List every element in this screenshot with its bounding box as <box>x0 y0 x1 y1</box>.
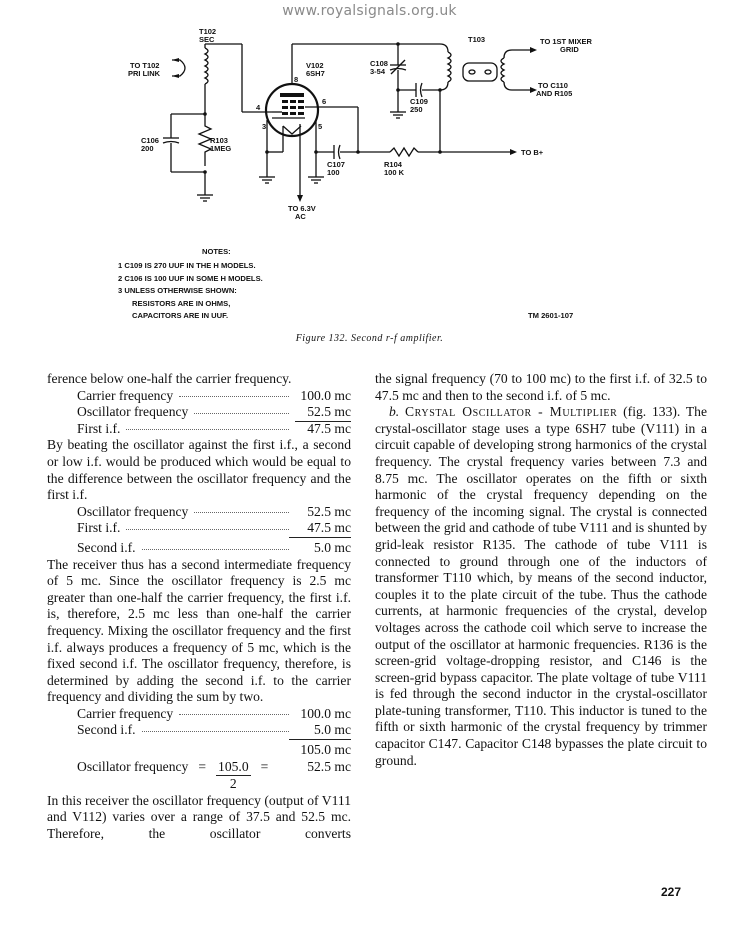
label-grid: GRID <box>560 45 579 54</box>
t102-secondary-coil <box>205 48 208 84</box>
paragraph: ference below one-half the carrier frequency. <box>47 371 292 386</box>
label-r103: R103 <box>210 136 228 145</box>
right-column <box>375 371 707 769</box>
table-row: Second i.f. 5.0 mc <box>77 722 351 738</box>
table-row: Oscillator frequency 52.5 mc <box>47 404 351 421</box>
section-ref: (fig. 133). <box>623 404 681 420</box>
table-row: First i.f. 47.5 mc <box>77 520 351 536</box>
schematic-notes <box>118 246 263 322</box>
label-c106-value: 200 <box>141 144 154 153</box>
label-pri-link: PRI LINK <box>128 69 161 78</box>
section-paragraph <box>375 404 707 769</box>
ground-symbol-3 <box>308 177 324 183</box>
label-c109-value: 250 <box>410 105 423 114</box>
label-c109: C109 <box>410 97 428 106</box>
table-row: First i.f. 47.5 mc <box>77 420 351 436</box>
label-pin-6: 6 <box>322 97 327 106</box>
note-2: 2 C106 IS 100 UUF IN SOME H MODELS. <box>118 273 263 283</box>
figure-caption: Figure 132. Second r-f amplifier. <box>295 333 444 344</box>
paragraph: By beating the oscillator against the first i.f., a second or low i.f. would be produced which would be equal to the difference between the oscillator frequency and the first i.f. <box>47 437 351 503</box>
label-c108: C108 <box>370 59 388 68</box>
ground-symbol-2 <box>259 177 275 183</box>
page-number: 227 <box>661 885 682 899</box>
paragraph: the signal frequency (70 to 100 mc) to the first i.f. of 32.5 to 47.5 mc and then to the second i.f. of 5 mc. <box>375 371 707 403</box>
label-v102: V102 <box>306 61 324 70</box>
formula-row: Oscillator frequency = $\frac{105.0}{2}$ = 52.5 mc <box>77 758 351 792</box>
label-to-b-plus: TO B+ <box>521 148 544 157</box>
notes-title: NOTES: <box>202 247 231 256</box>
label-and-r105: AND R105 <box>536 89 573 98</box>
note-1: 1 C109 IS 270 UUF IN THE H MODELS. <box>118 261 256 271</box>
label-c108-value: 3-54 <box>370 67 386 76</box>
note-3-capacitors: CAPACITORS ARE IN UUF. <box>132 311 229 321</box>
table-row: Second i.f. 5.0 mc <box>77 539 351 555</box>
section-letter: b. <box>389 404 400 420</box>
label-r104: R104 <box>384 160 402 169</box>
label-c106: C106 <box>141 136 159 145</box>
fraction: $\frac{105.0}{2}$ <box>218 758 249 792</box>
label-to-mixer: TO 1ST MIXER <box>540 37 592 46</box>
paragraph: The receiver thus has a second intermediate frequency of 5 mc. Since the oscillator frequency is 2.5 mc greater than one-half the carrier frequency, the first i.f. is, therefore, 2.5 mc less than one-half the carrier frequency. Mixing the oscillator frequency and the first i.f. always produces a frequency of 5 mc, which is the fixed second i.f. The oscillator frequency, therefore, is determined by adding the second i.f. to the carrier frequency and dividing the sum by two. <box>47 556 351 705</box>
table-row: Carrier frequency 100.0 mc <box>77 387 351 403</box>
label-ac: AC <box>295 212 306 221</box>
label-r104-value: 100 K <box>384 168 405 177</box>
label-pin-4: 4 <box>256 103 261 112</box>
label-pin-3: 3 <box>262 122 267 131</box>
note-3: 3 UNLESS OTHERWISE SHOWN: <box>118 286 237 296</box>
table-row: Oscillator frequency 52.5 mc <box>77 503 351 519</box>
label-c107: C107 <box>327 160 345 169</box>
section-body: The crystal-oscillator stage uses a type 6SH7 tube (V111) in a circuit capable of developing strong harmonics of the crystal frequency. The crystal frequency varies between 7.3 and 8.75 mc. The oscillator operates on the fifth or sixth harmonic of the crystal frequency depending on the frequency of the incoming signal. The crystal is connected between the grid and cathode of tube V111 and is shunted by grid-leak resistor R135. The cathode of tube V111 is connected to ground through one of the inductors of transformer T110 which, by means of the second inductor, couples it to the plate circuit of the tube. Thus the cathode currents, at harmonic frequencies of the crystal, develop voltages across the cathode coil which serve to increase the output of the oscillator at harmonic frequencies. R136 is the screen-grid voltage-dropping resistor, and C146 is the screen-grid bypass capacitor. The plate voltage of tube V111 is fed through the second inductor in the crystal-oscillator plate-tuning transformer, T110. This inductor is tuned to the fifth or sixth harmonic of the crystal frequency by trimmer capacitor C147. Capacitor C148 bypasses the plate circuit to ground. <box>375 404 707 768</box>
label-r103-value: 1MEG <box>210 144 232 153</box>
label-to-6-3v: TO 6.3V <box>288 204 316 213</box>
table-row: Carrier frequency 100.0 mc <box>77 705 351 721</box>
label-t102: T102 <box>199 27 217 36</box>
schematic-diagram <box>0 0 739 260</box>
label-t103: T103 <box>468 35 486 44</box>
ground-symbol-1 <box>197 195 213 201</box>
watermark[interactable]: www.royalsignals.org.uk <box>282 3 457 19</box>
label-t102-sec: SEC <box>199 35 215 44</box>
label-c107-value: 100 <box>327 168 340 177</box>
section-title: Crystal Oscillator - Multiplier <box>405 404 618 420</box>
sum-row: 105.0 mc <box>300 742 351 758</box>
label-pin-8: 8 <box>294 75 299 84</box>
label-to-c110: TO C110 <box>538 81 568 90</box>
label-to-t102: TO T102 <box>130 61 160 70</box>
left-column <box>47 371 351 842</box>
ground-symbol-4 <box>390 112 406 118</box>
tm-number: TM 2601-107 <box>528 311 574 320</box>
label-6sh7: 6SH7 <box>306 69 325 78</box>
label-pin-5: 5 <box>318 122 323 131</box>
paragraph: In this receiver the oscillator frequency (output of V111 and V112) varies over a range of 37.5 and 52.5 mc. Therefore, the oscillator converts <box>47 792 351 841</box>
note-3-resistors: RESISTORS ARE IN OHMS, <box>132 298 231 308</box>
